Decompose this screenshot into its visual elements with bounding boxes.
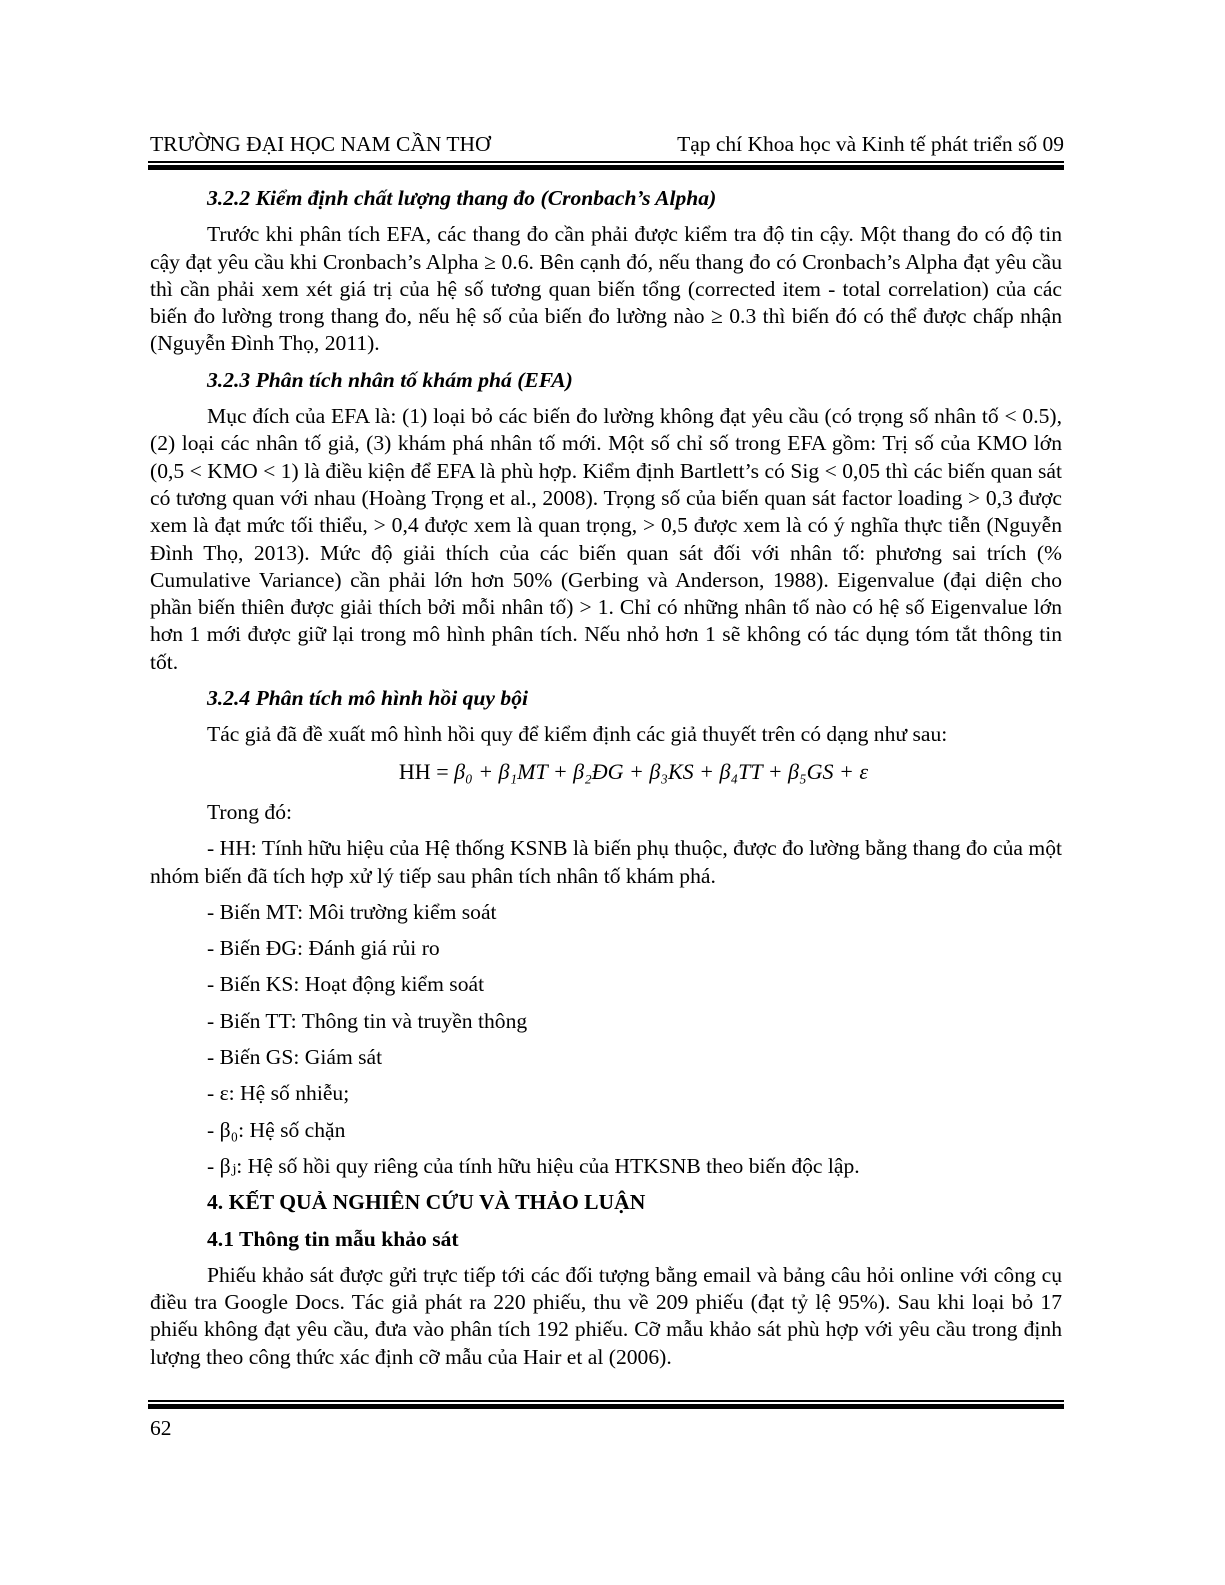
where-label: Trong đó: <box>207 799 293 824</box>
section-3-2-4-title: 3.2.4 Phân tích mô hình hồi quy bội <box>207 686 528 711</box>
section-3-2-4-paragraph: Tác giả đã đề xuất mô hình hồi quy để kiểm định các giả thuyết trên có dạng như sau: <box>207 722 948 747</box>
section-4-1-paragraph: Phiếu khảo sát được gửi trực tiếp tới các đối tượng bằng email và bảng câu hỏi online với công cụ điều tra Google Docs. Tác giả phát ra 220 phiếu, thu về 209 phiếu (đạt tỷ lệ 95%). Sau khi loại bỏ 17 phiếu không đạt yêu cầu, đưa vào phân tích 192 phiếu. Cỡ mẫu khảo sát phù hợp với yêu cầu trong định lượng theo công thức xác định cỡ mẫu của Hair et al (2006). <box>150 1262 1062 1369</box>
section-3-2-3-title: 3.2.3 Phân tích nhân tố khám phá (EFA) <box>207 367 573 392</box>
section-4-1-title: 4.1 Thông tin mẫu khảo sát <box>207 1226 459 1251</box>
variable-list-item: - Biến TT: Thông tin và truyền thông <box>207 1008 528 1033</box>
section-3-2-2-title: 3.2.2 Kiểm định chất lượng thang đo (Cronbach’s Alpha) <box>207 186 717 210</box>
page-body <box>150 185 1062 1380</box>
variable-list-item: - β₀: Hệ số chặn <box>207 1117 346 1142</box>
hh-definition: - HH: Tính hữu hiệu của Hệ thống KSNB là biến phụ thuộc, được đo lường bằng thang đo của một nhóm biến đã tích hợp xử lý tiếp sau phân tích nhân tố khám phá. <box>150 836 1062 888</box>
variable-list-item: - Biến GS: Giám sát <box>207 1045 383 1070</box>
formula-lhs: HH = <box>398 758 455 784</box>
header-rule-thin <box>148 161 1064 163</box>
formula-rhs: β₀ + β₁MT + β₂ĐG + β₃KS + β₄TT + β₅GS + ε <box>454 758 869 784</box>
variable-list-item: - Biến KS: Hoạt động kiểm soát <box>207 972 485 997</box>
variable-list-item: - Biến ĐG: Đánh giá rủi ro <box>207 936 440 961</box>
footer-rule-thin <box>148 1400 1064 1402</box>
section-4-title: 4. KẾT QUẢ NGHIÊN CỨU VÀ THẢO LUẬN <box>207 1190 646 1215</box>
header-rule-thick <box>148 165 1064 170</box>
variable-list-item: - βⱼ: Hệ số hồi quy riêng của tính hữu hiệu của HTKSNB theo biến độc lập. <box>207 1153 860 1178</box>
variable-list-item: - ε: Hệ số nhiễu; <box>207 1081 350 1106</box>
running-header <box>150 132 1064 162</box>
variable-list-item: - Biến MT: Môi trường kiểm soát <box>207 899 497 924</box>
section-3-2-2-paragraph: Trước khi phân tích EFA, các thang đo cần phải được kiểm tra độ tin cậy. Một thang đo có độ tin cậy đạt yêu cầu khi Cronbach’s Alpha ≥ 0.6. Bên cạnh đó, nếu thang đo có Cronbach’s Alpha đạt yêu cầu thì cần phải xem xét giá trị của hệ số tương quan biến tổng (corrected item - total correlation) của các biến đo lường trong thang đo, nếu hệ số của biến đo lường nào ≥ 0.3 thì biến đó có thể được chấp nhận (Nguyễn Đình Thọ, 2011). <box>150 222 1062 356</box>
header-journal: Tạp chí Khoa học và Kinh tế phát triển số 09 <box>677 132 1064 156</box>
regression-formula <box>150 758 1062 785</box>
footer-rule-thick <box>148 1404 1064 1409</box>
section-3-2-3-paragraph: Mục đích của EFA là: (1) loại bỏ các biến đo lường không đạt yêu cầu (có trọng số nhân tố < 0.5), (2) loại các nhân tố giả, (3) khám phá nhân tố mới. Một số chỉ số trong EFA gồm: Trị số của KMO lớn (0,5 < KMO < 1) là điều kiện để EFA là phù hợp. Kiểm định Bartlett’s có Sig < 0,05 thì các biến quan sát có tương quan với nhau (Hoàng Trọng et al., 2008). Trọng số của biến quan sát factor loading > 0,3 được xem là đạt mức tối thiểu, > 0,4 được xem là quan trọng, > 0,5 được xem là có ý nghĩa thực tiễn (Nguyễn Đình Thọ, 2013). Mức độ giải thích của các biến quan sát đối với nhân tố: phương sai trích (% Cumulative Variance) cần phải lớn hơn 50% (Gerbing và Anderson, 1988). Eigenvalue (đại diện cho phần biến thiên được giải thích bởi mỗi nhân tố) > 1. Chỉ có những nhân tố nào có hệ số Eigenvalue lớn hơn 1 mới được giữ lại trong mô hình phân tích. Nếu nhỏ hơn 1 sẽ không có tác dụng tóm tắt thông tin tốt. <box>150 404 1062 674</box>
page-number: 62 <box>150 1416 172 1440</box>
header-institution: TRƯỜNG ĐẠI HỌC NAM CẦN THƠ <box>150 132 491 156</box>
